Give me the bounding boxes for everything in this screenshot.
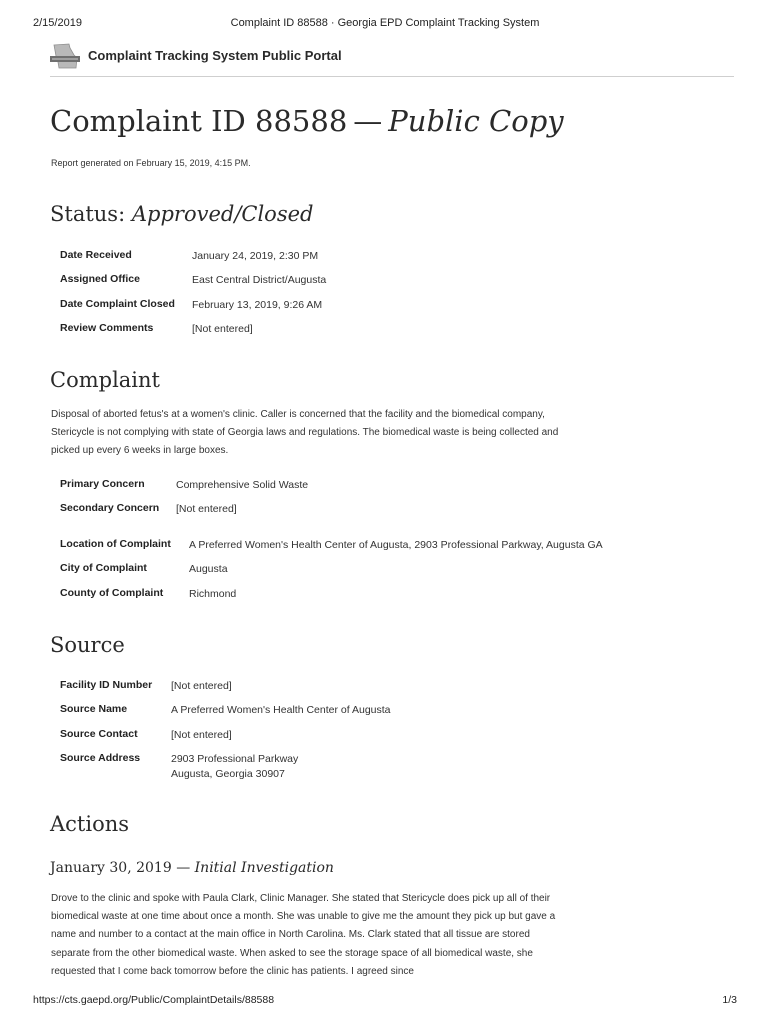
print-url: https://cts.gaepd.org/Public/ComplaintDetails/88588	[33, 994, 275, 1006]
detail-value: East Central District/Augusta	[192, 274, 327, 287]
detail-key: Facility ID Number	[60, 679, 153, 691]
detail-value: January 24, 2019, 2:30 PM	[192, 250, 319, 262]
complaint-description: Disposal of aborted fetus's at a women's clinic. Caller is concerned that the facility and the biomedical company, Stericycle is not complying with state of Georgia laws and regulations. The biomedical waste is being collected and picked up every 6 weeks in large boxes.	[51, 409, 559, 457]
detail-key: Secondary Concern	[60, 502, 160, 515]
action-heading	[50, 860, 334, 876]
detail-value	[171, 752, 298, 782]
address-line-1: 2903 Professional Parkway	[171, 752, 299, 765]
detail-key: City of Complaint	[60, 562, 147, 575]
detail-value: A Preferred Women's Health Center of Augusta	[171, 704, 391, 717]
detail-value: Richmond	[189, 587, 237, 600]
detail-value: Comprehensive Solid Waste	[176, 479, 309, 491]
status-label: Status:	[50, 202, 126, 226]
report-generated-note: Report generated on February 15, 2019, 4:15 PM.	[51, 158, 251, 168]
print-header	[33, 17, 737, 31]
action-description: Drove to the clinic and spoke with Paula Clark, Clinic Manager. She stated that Stericycle does pick up all of their biomedical waste at one time about once a month. She was unable to give me the amount they pick up but gave a name and number to a contact at the main office in North Carolina. Ms. Clark stated that all tissue are stored separate from the other biomedical waste. When asked to see the storage space of all biomedical waste, she requested that I come back tomorrow before the clinic has patients. I agreed since	[51, 893, 556, 977]
detail-key: Date Complaint Closed	[60, 297, 175, 310]
action-date: January 30, 2019	[50, 860, 172, 876]
georgia-state-map-icon[interactable]	[50, 41, 80, 71]
detail-key: Source Contact	[60, 727, 138, 740]
detail-key: County of Complaint	[60, 586, 164, 599]
detail-value: [Not entered]	[171, 680, 232, 692]
detail-value: [Not entered]	[171, 728, 232, 741]
print-footer	[33, 994, 737, 1008]
action-separator: —	[176, 860, 191, 876]
portal-header	[50, 38, 734, 77]
detail-key: Review Comments	[60, 321, 154, 334]
detail-key: Source Address	[60, 751, 141, 764]
detail-value: Augusta	[189, 563, 228, 576]
actions-heading: Actions	[50, 812, 130, 836]
detail-key: Source Name	[60, 703, 128, 716]
page-title-emphasis: Public Copy	[388, 104, 564, 138]
print-page-title: Complaint ID 88588 · Georgia EPD Complaint Tracking System	[230, 17, 540, 29]
print-date: 2/15/2019	[33, 17, 82, 29]
detail-value: A Preferred Women's Health Center of Augusta, 2903 Professional Parkway, Augusta GA	[189, 539, 603, 551]
status-value: Approved/Closed	[131, 202, 314, 226]
source-heading: Source	[50, 633, 125, 657]
complaint-heading: Complaint	[50, 368, 160, 392]
detail-key: Location of Complaint	[60, 538, 171, 550]
page-title	[50, 104, 564, 138]
address-line-2: Augusta, Georgia 30907	[171, 767, 285, 780]
print-page-number: 1/3	[722, 994, 737, 1006]
status-heading	[50, 202, 313, 226]
page-title-separator: —	[353, 104, 383, 138]
detail-key: Primary Concern	[60, 478, 145, 490]
detail-value: February 13, 2019, 9:26 AM	[192, 298, 323, 311]
detail-value: [Not entered]	[176, 503, 237, 516]
page-title-main: Complaint ID 88588	[50, 104, 348, 138]
portal-title-link[interactable]: Complaint Tracking System Public Portal	[88, 48, 342, 63]
detail-value: [Not entered]	[192, 322, 253, 335]
detail-key: Assigned Office	[60, 273, 140, 286]
detail-key: Date Received	[60, 249, 132, 261]
action-type: Initial Investigation	[194, 860, 334, 876]
